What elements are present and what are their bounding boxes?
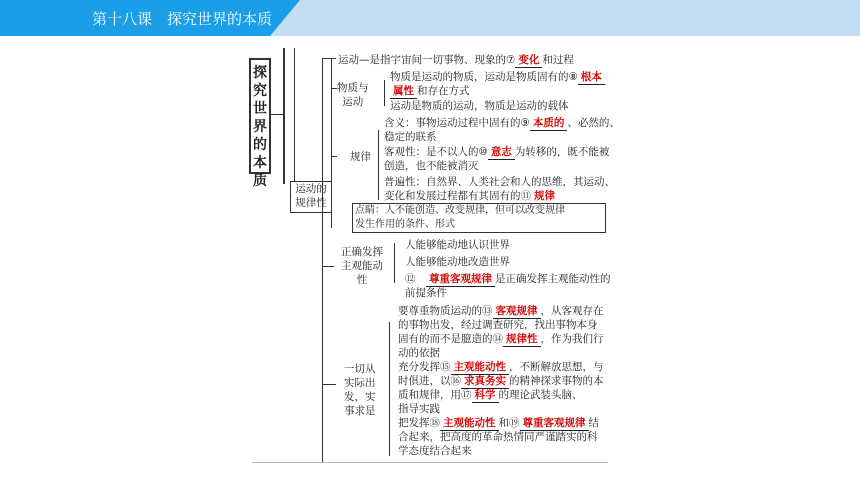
matter-motion-item [390,99,569,113]
connector [394,243,395,283]
label-line: 实际出 [344,377,376,389]
item-text: 要尊重物质运动的⑬ [398,305,493,317]
item-text: 的理论武装头脑、 [498,389,583,401]
divider [252,462,608,463]
law-label: 规律 [350,151,371,163]
practical-item [398,388,583,403]
practical-item: 指导实践 [398,403,440,415]
item-text: 质和规律，用⑰ [398,389,472,401]
motion-tail: 和过程 [542,54,574,66]
connector [283,48,285,184]
law-objectivity: 创造，也不能被消灭 [384,160,479,172]
label-line: 一切从 [344,363,376,375]
connector [389,322,390,456]
branch-label-line: 规律性 [295,197,327,209]
connector [378,130,379,200]
initiative-item: 前提条件 [405,287,447,299]
practical-item [398,332,604,347]
item-text: 时俱进，以⑯ [398,375,461,387]
answer-blank: 主观能动性 [451,360,510,375]
practical-item: 动的依据 [398,347,440,359]
motion-definition [338,53,574,68]
answer-blank: 变化 [515,53,542,68]
label-line: 性 [356,274,368,286]
page-title: 第十八课 探究世界的本质 [92,10,273,28]
practical-item: 合起来，把高度的革命热情同严谨踏实的科 [398,431,598,443]
law-universality [384,189,558,204]
matter-motion-label [337,81,369,109]
item-text: 的精神探求事物的本 [509,375,604,387]
initiative-item: 人能够能动地改造世界 [405,256,510,268]
label-line: 主观能动 [341,260,383,272]
item-text: ⑫ [405,273,416,285]
answer-blank: 规律 [531,189,558,204]
initiative-item: 人能够能动地认识世界 [405,239,510,251]
connector [331,156,337,157]
item-text: 含义：事物运动过程中固有的⑨ [384,117,530,129]
item-text: 结 [588,417,599,429]
initiative-label [341,245,383,287]
matter-motion-item [390,84,470,99]
practical-item [398,416,599,431]
item-text: 和⑲ [498,417,520,429]
connector [322,58,336,59]
item-text: ，不断解放思想，与 [509,361,604,373]
root-title [249,58,271,189]
label-line: 发，实 [344,391,376,403]
answer-blank: 求真务实 [461,374,509,389]
practical-item [398,360,604,375]
branch-regularity [290,181,332,213]
answer-blank: 规律性 [503,332,541,347]
law-definition [384,116,620,131]
label-line: 事求是 [344,405,376,417]
item-text: 和存在方式 [417,85,470,97]
connector [322,384,336,385]
practical-item [398,304,604,319]
branch-label-line: 运动的 [295,183,327,195]
practical-label [344,362,376,418]
practical-item [398,374,604,389]
tip-line: 发生作用的条件、形式 [355,219,455,230]
law-universality: 普遍性：自然界、人类社会和人的思维，其运动、 [384,176,615,188]
tip-box [352,203,606,233]
answer-blank: 意志 [488,145,515,160]
motion-text: 运动—是指宇宙间一切事物、现象的⑦ [338,54,516,66]
item-text: 变化和发展过程都有其固有的⑪ [384,190,531,202]
connector [322,266,334,267]
answer-blank: 科学 [472,388,499,403]
answer-blank: 尊重客观规律 [426,272,495,287]
answer-blank: 根本 [578,70,605,85]
answer-blank: 主观能动性 [440,416,499,431]
answer-blank: 本质的 [530,116,568,131]
law-definition: 稳定的联系 [384,131,437,143]
law-objectivity [384,145,609,160]
item-text: 物质是运动的物质，运动是物质固有的⑧ [390,71,578,83]
item-text: 固有的而不是臆造的⑭ [398,333,503,345]
item-text: ，从客观存在 [540,305,604,317]
root-title-text: 探究世界的本质 [253,65,267,189]
practical-item: 的事物出发，经过调查研究，找出事物本身 [398,319,598,331]
matter-motion-item [390,70,605,85]
item-text: 客观性：是不以人的⑩ [384,146,488,158]
tip-line: 点睛：人不能创造、改变规律，但可以改变规律 [355,205,565,216]
connector [271,114,283,115]
initiative-item [405,272,611,287]
answer-blank: 客观规律 [493,304,541,319]
item-text: 运动是物质的运动，物质是运动的载体 [390,100,569,112]
item-text: 、必然的、 [567,117,620,129]
answer-blank: 尊重客观规律 [520,416,589,431]
connector [322,58,323,462]
item-text: 为转移的，既不能被 [514,146,610,158]
connector [384,80,385,106]
item-text: 把发挥⑱ [398,417,440,429]
label-line: 运动 [342,96,364,108]
answer-blank: 属性 [390,84,417,99]
item-text: 是正确发挥主观能动性的 [495,273,611,285]
practical-item: 学态度结合起来 [398,445,472,457]
item-text: 充分发挥⑮ [398,361,451,373]
item-text: ，作为我们行 [540,333,604,345]
label-line: 物质与 [337,82,369,94]
label-line: 正确发挥 [341,246,383,258]
connector [294,48,295,182]
